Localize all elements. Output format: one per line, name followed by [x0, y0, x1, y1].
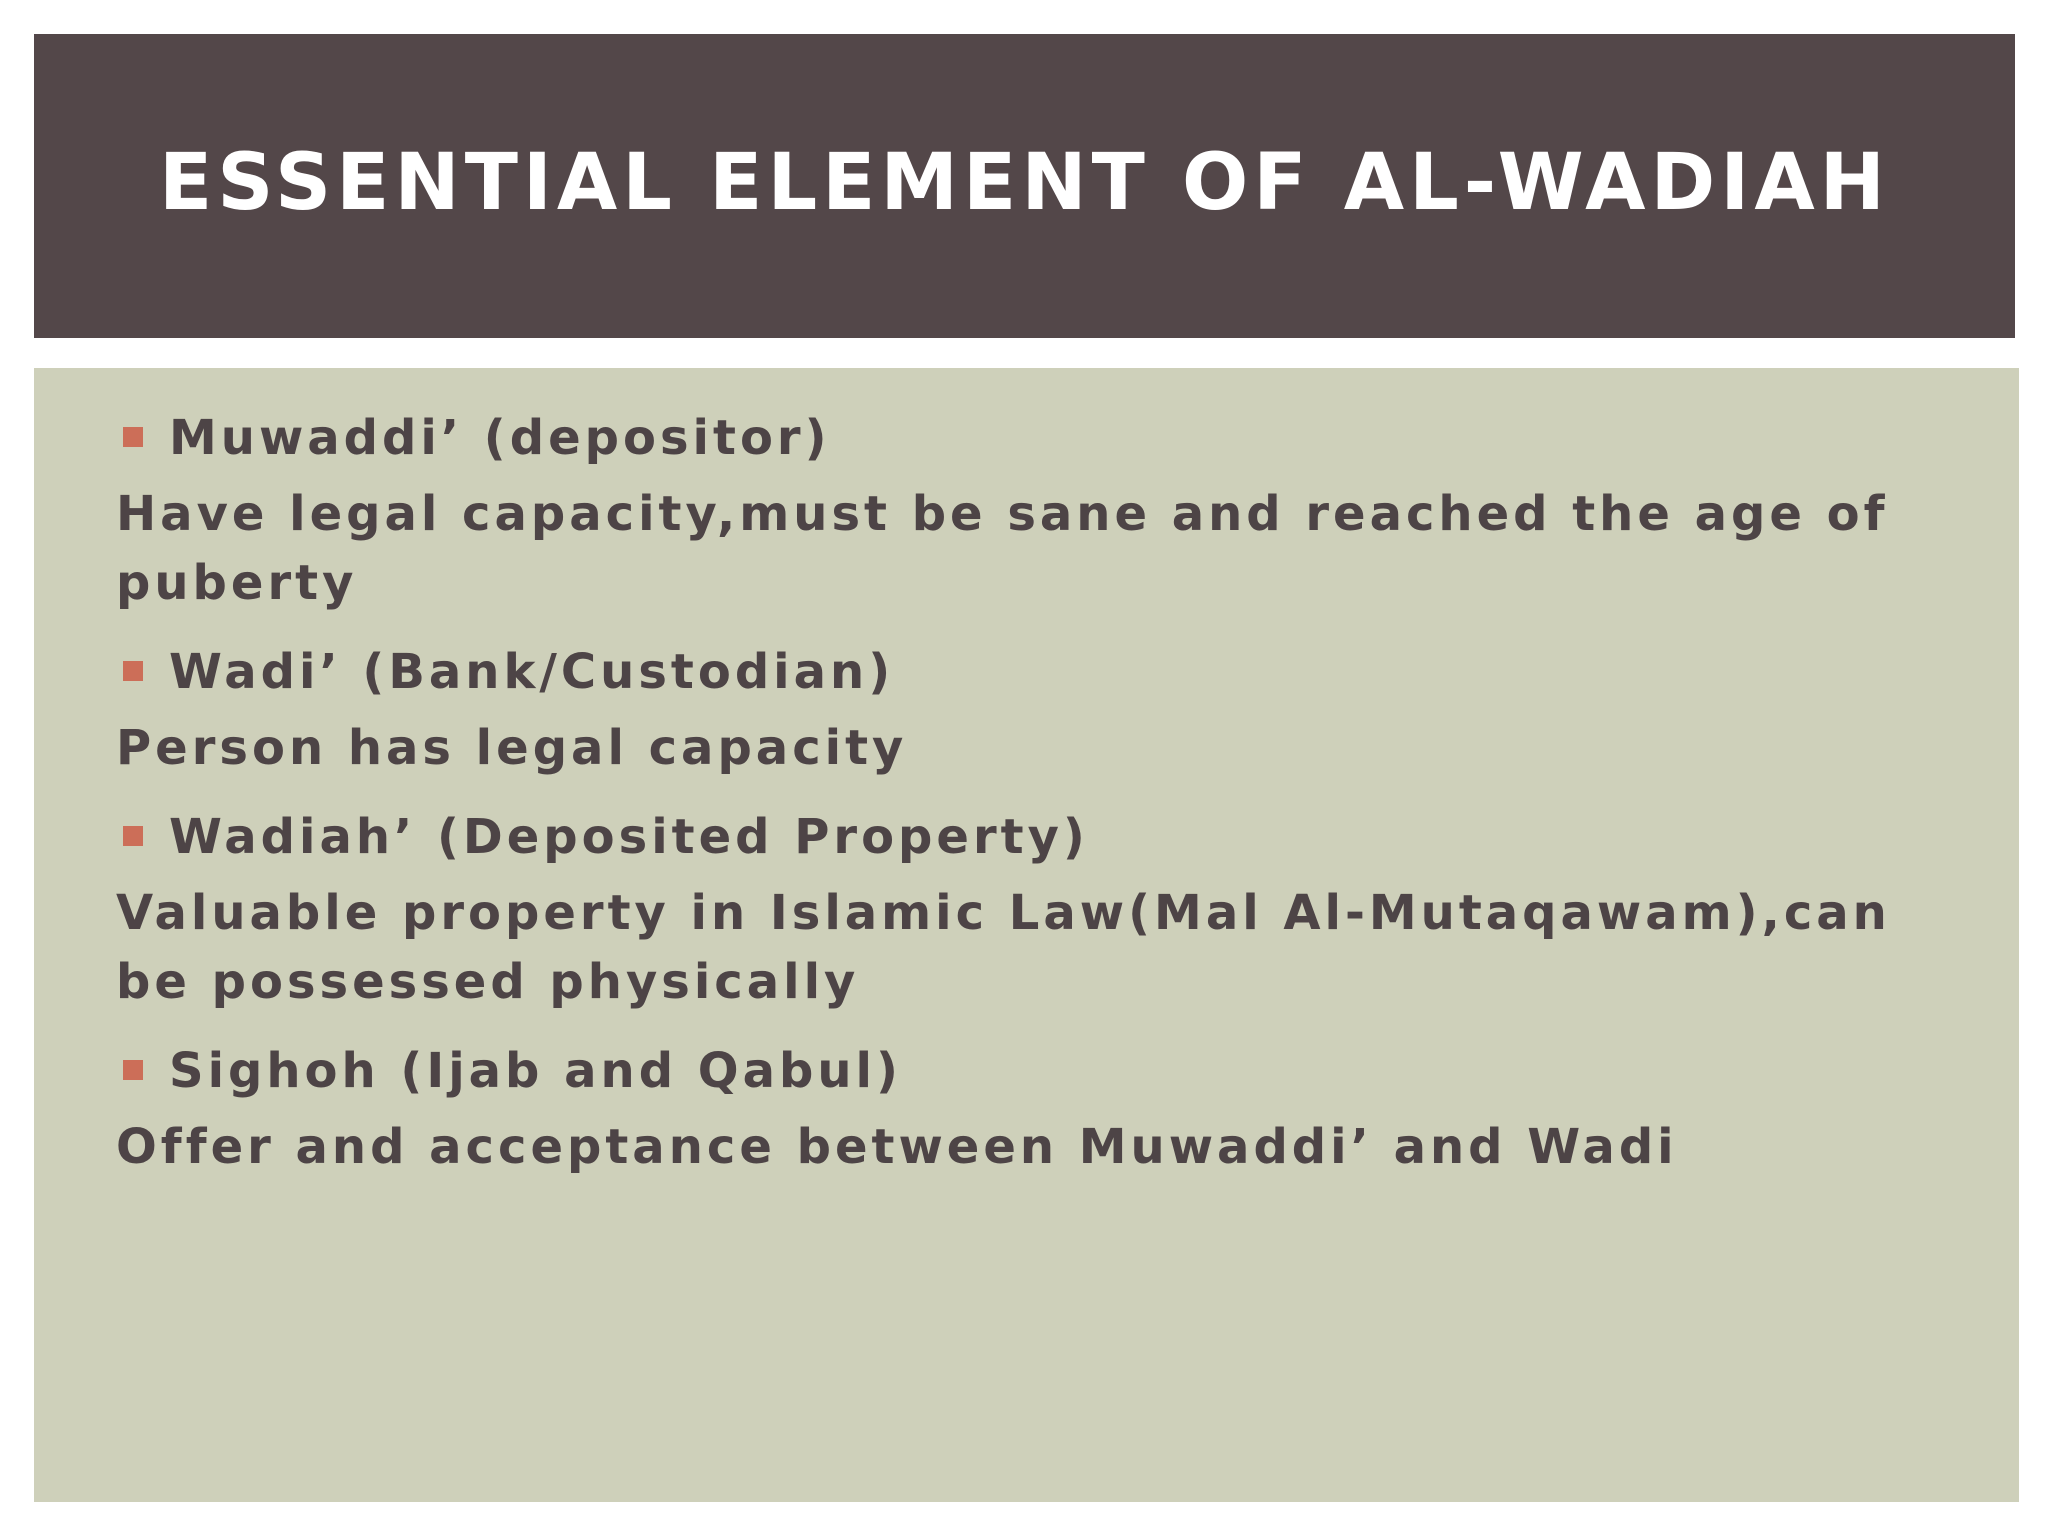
- bullet-heading: Wadi’ (Bank/Custodian): [169, 643, 895, 700]
- square-bullet-icon: [123, 1060, 143, 1080]
- bullet-list: [116, 396, 1956, 1194]
- slide-title: ESSENTIAL ELEMENT OF AL-WADIAH: [159, 138, 1890, 228]
- content-panel: [34, 368, 2019, 1502]
- bullet-description: Person has legal capacity: [116, 720, 908, 776]
- title-bar: [34, 34, 2015, 338]
- bullet-heading: Muwaddi’ (depositor): [169, 409, 831, 466]
- bullet-description: Valuable property in Islamic Law(Mal Al-Mutaqawam),can be possessed physically: [116, 885, 1891, 1010]
- square-bullet-icon: [123, 661, 143, 681]
- square-bullet-icon: [123, 427, 143, 447]
- bullet-description: Have legal capacity,must be sane and reached the age of puberty: [116, 486, 1889, 611]
- square-bullet-icon: [123, 826, 143, 846]
- bullet-item: [116, 795, 1956, 879]
- bullet-description: Offer and acceptance between Muwaddi’ and Wadi: [116, 1119, 1678, 1175]
- bullet-heading: Wadiah’ (Deposited Property): [169, 808, 1089, 865]
- bullet-item: [116, 396, 1956, 480]
- bullet-item: [116, 630, 1956, 714]
- bullet-item: [116, 1029, 1956, 1113]
- bullet-heading: Sighoh (Ijab and Qabul): [169, 1042, 902, 1099]
